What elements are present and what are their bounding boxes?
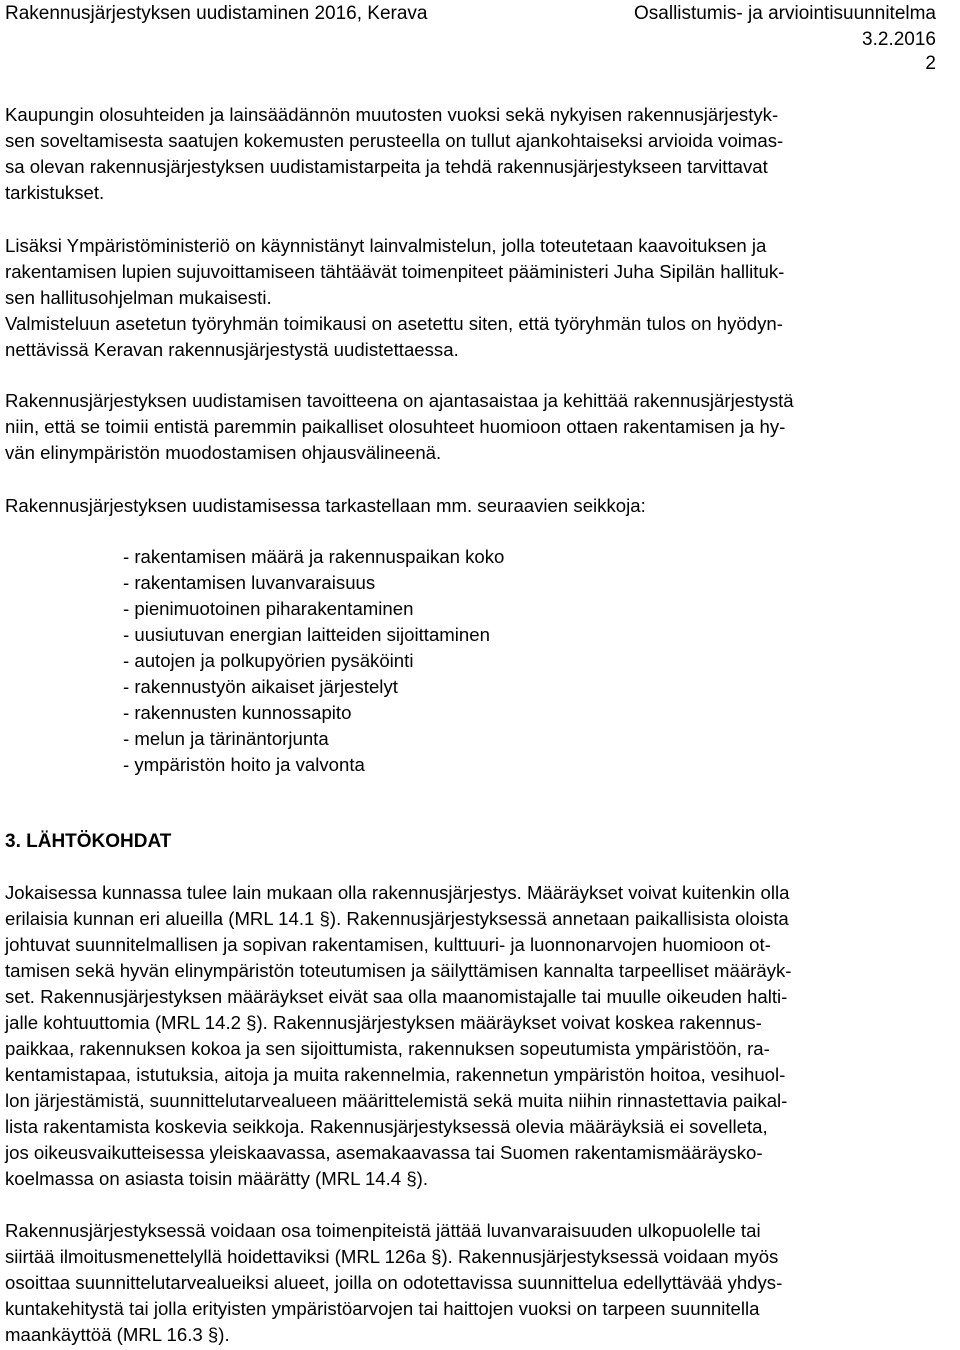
list-item: - rakentamisen luvanvaraisuus	[123, 572, 376, 593]
text-line: Kaupungin olosuhteiden ja lainsäädännön muutosten vuoksi sekä nykyisen rakennusjärjestyk-	[5, 104, 779, 125]
text-line: rakentamisen lupien sujuvoittamiseen tähtäävät toimenpiteet pääministeri Juha Sipilän hallituk-	[5, 261, 785, 282]
text-line: siirtää ilmoitusmenettelyllä hoidettaviksi (MRL 126a §). Rakennusjärjestyksessä voidaan myös	[5, 1246, 779, 1267]
list-item: - melun ja tärinäntorjunta	[123, 728, 329, 749]
paragraph-goals	[5, 388, 955, 466]
list-item: - autojen ja polkupyörien pysäköinti	[123, 650, 414, 671]
text-line: Rakennusjärjestyksen uudistamisen tavoitteena on ajantasaistaa ja kehittää rakennusjärjestystä	[5, 390, 794, 411]
text-line: set. Rakennusjärjestyksen määräykset eivät saa olla maanomistajalle tai muulle oikeuden halti-	[5, 986, 788, 1007]
list-item: - rakentamisen määrä ja rakennuspaikan koko	[123, 546, 505, 567]
text-line: sen hallitusohjelman mukaisesti.	[5, 287, 272, 308]
list-item: - rakennusten kunnossapito	[123, 702, 352, 723]
list-item: - pienimuotoinen piharakentaminen	[123, 598, 414, 619]
header-title: Rakennusjärjestyksen uudistaminen 2016, Kerava	[5, 3, 428, 24]
text-line: erilaisia kunnan eri alueilla (MRL 14.1 §). Rakennusjärjestyksessä annetaan paikallisista oloista	[5, 908, 789, 929]
text-line: tarkistukset.	[5, 182, 105, 203]
text-line: Valmisteluun asetetun työryhmän toimikausi on asetettu siten, että työryhmän tulos on hyödyn-	[5, 313, 783, 334]
text-line: paikkaa, rakennuksen kokoa ja sen sijoittumista, rakennuksen sopeutumista ympäristöön, ra-	[5, 1038, 770, 1059]
text-line: lista rakentamista koskevia seikkoja. Rakennusjärjestyksessä olevia määräyksiä ei sovelleta,	[5, 1116, 768, 1137]
topics-list	[123, 544, 504, 778]
text-line: sen soveltamisesta saatujen kokemusten perusteella on tullut ajankohtaiseksi arvioida voimas-	[5, 130, 784, 151]
section-heading: 3. LÄHTÖKOHDAT	[5, 831, 172, 852]
text-line: osoittaa suunnittelutarvealueiksi alueet, joilla on odotettavissa suunnittelua edellyttävää yhdys-	[5, 1272, 783, 1293]
text-line: niin, että se toimii entistä paremmin paikalliset olosuhteet huomioon ottaen rakentamisen ja hy-	[5, 416, 786, 437]
text-line: tamisen sekä hyvän elinympäristön toteutumisen ja säilyttämisen kannalta tarpeelliset määräyk-	[5, 960, 792, 981]
text-line: nettävissä Keravan rakennusjärjestystä uudistettaessa.	[5, 339, 459, 360]
text-line: koelmassa on asiasta toisin määrätty (MRL 14.4 §).	[5, 1168, 429, 1189]
text-line: Rakennusjärjestyksen uudistamisessa tarkastellaan mm. seuraavien seikkoja:	[5, 495, 646, 516]
list-item: - rakennustyön aikaiset järjestelyt	[123, 676, 398, 697]
header-document-type: Osallistumis- ja arviointisuunnitelma	[634, 3, 936, 24]
text-line: Rakennusjärjestyksessä voidaan osa toimenpiteistä jättää luvanvaraisuuden ulkopuolelle tai	[5, 1220, 761, 1241]
list-item: - uusiutuvan energian laitteiden sijoittaminen	[123, 624, 490, 645]
list-item: - ympäristön hoito ja valvonta	[123, 754, 365, 775]
text-line: maankäyttöä (MRL 16.3 §).	[5, 1324, 230, 1345]
text-line: jos oikeusvaikutteisessa yleiskaavassa, asemakaavassa tai Suomen rakentamismääräysko-	[5, 1142, 763, 1163]
text-line: johtuvat suunnitelmallisen ja sopivan rakentamisen, kulttuuri- ja luonnonarvojen huomioon ot-	[5, 934, 771, 955]
text-line: kentamistapaa, istutuksia, aitoja ja muita rakennelmia, rakennetun ympäristön hoitoa, vesihuol-	[5, 1064, 786, 1085]
text-line: vän elinympäristön muodostamisen ohjausvälineenä.	[5, 442, 442, 463]
paragraph-ministry	[5, 233, 955, 363]
paragraph-background	[5, 102, 955, 206]
text-line: jalle kohtuuttomia (MRL 14.2 §). Rakennusjärjestyksen määräykset voivat koskea rakennus-	[5, 1012, 762, 1033]
text-line: kuntakehitystä tai jolla erityisten ympäristöarvojen tai haittojen vuoksi on tarpeen suunnitella	[5, 1298, 760, 1319]
text-line: sa olevan rakennusjärjestyksen uudistamistarpeita ja tehdä rakennusjärjestykseen tarvittavat	[5, 156, 768, 177]
paragraph-list-intro	[5, 493, 955, 519]
header-date: 3.2.2016	[862, 29, 936, 50]
paragraph-exemptions	[5, 1218, 955, 1348]
text-line: lon järjestämistä, suunnittelutarvealueen määrittelemistä sekä muita niihin rinnastettavia paikal-	[5, 1090, 788, 1111]
paragraph-legal-basis	[5, 880, 955, 1192]
page-number: 2	[925, 53, 936, 74]
text-line: Lisäksi Ympäristöministeriö on käynnistänyt lainvalmistelun, jolla toteutetaan kaavoituksen ja	[5, 235, 767, 256]
text-line: Jokaisessa kunnassa tulee lain mukaan olla rakennusjärjestys. Määräykset voivat kuitenkin olla	[5, 882, 790, 903]
